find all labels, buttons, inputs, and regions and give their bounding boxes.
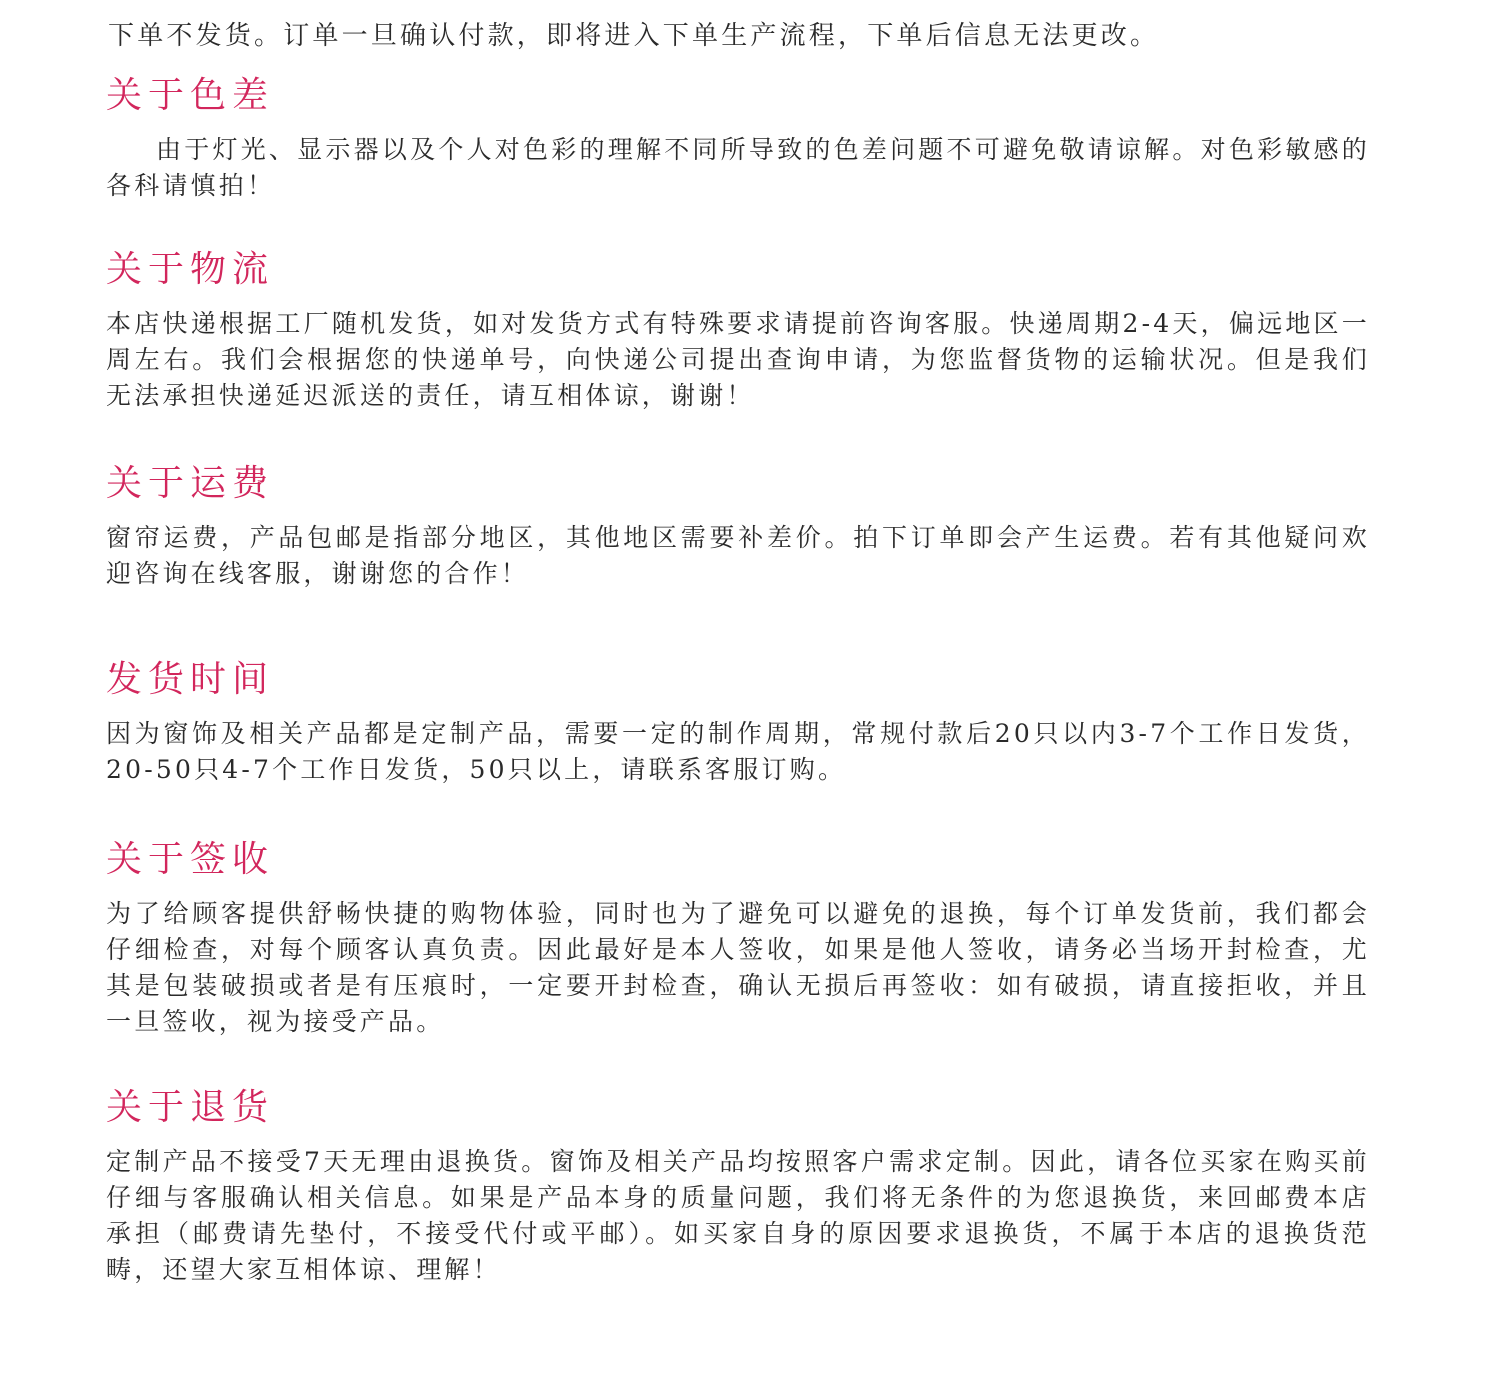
section-body: 因为窗饰及相关产品都是定制产品，需要一定的制作周期，常规付款后20只以内3-7个工作日发货，20-50只4-7个工作日发货，50只以上，请联系客服订购。 (106, 719, 1370, 784)
section-heading: 发货时间 (106, 659, 275, 700)
section-heading: 关于签收 (106, 839, 275, 880)
section-color-difference (106, 74, 1370, 204)
section-heading: 关于物流 (106, 249, 275, 290)
section-body: 窗帘运费，产品包邮是指部分地区，其他地区需要补差价。拍下订单即会产生运费。若有其他疑问欢迎咨询在线客服，谢谢您的合作！ (106, 523, 1370, 588)
section-heading: 关于退货 (106, 1087, 275, 1128)
cutoff-top-text (108, 0, 1370, 54)
section-body: 由于灯光、显示器以及个人对色彩的理解不同所导致的色差问题不可避免敬请谅解。对色彩敏感的各科请慎拍！ (106, 135, 1370, 200)
section-body: 定制产品不接受7天无理由退换货。窗饰及相关产品均按照客户需求定制。因此，请各位买家在购买前仔细与客服确认相关信息。如果是产品本身的质量问题，我们将无条件的为您退换货，来回邮费本店承担（邮费请先垫付，不接受代付或平邮）。如买家自身的原因要求退换货，不属于本店的退换货范畴，还望大家互相体谅、理解！ (106, 1147, 1370, 1284)
section-body: 为了给顾客提供舒畅快捷的购物体验，同时也为了避免可以避免的退换，每个订单发货前，我们都会仔细检查，对每个顾客认真负责。因此最好是本人签收，如果是他人签收，请务必当场开封检查，尤其是包装破损或者是有压痕时，一定要开封检查，确认无损后再签收：如有破损，请直接拒收，并且一旦签收，视为接受产品。 (106, 899, 1370, 1036)
section-signing (106, 838, 1370, 1040)
section-heading: 关于色差 (106, 75, 275, 116)
cutoff-line-hidden (108, 0, 1370, 18)
section-body: 本店快递根据工厂随机发货，如对发货方式有特殊要求请提前咨询客服。快递周期2-4天，偏远地区一周左右。我们会根据您的快递单号，向快递公司提出查询申请，为您监督货物的运输状况。但是我们无法承担快递延迟派送的责任，请互相体谅，谢谢！ (106, 309, 1370, 410)
section-delivery-time (106, 658, 1370, 788)
section-heading: 关于运费 (106, 463, 275, 504)
section-returns (106, 1086, 1370, 1288)
section-logistics (106, 248, 1370, 414)
cutoff-line-visible: 下单不发货。订单一旦确认付款，即将进入下单生产流程，下单后信息无法更改。 (108, 21, 1160, 51)
section-shipping-fee (106, 462, 1370, 592)
